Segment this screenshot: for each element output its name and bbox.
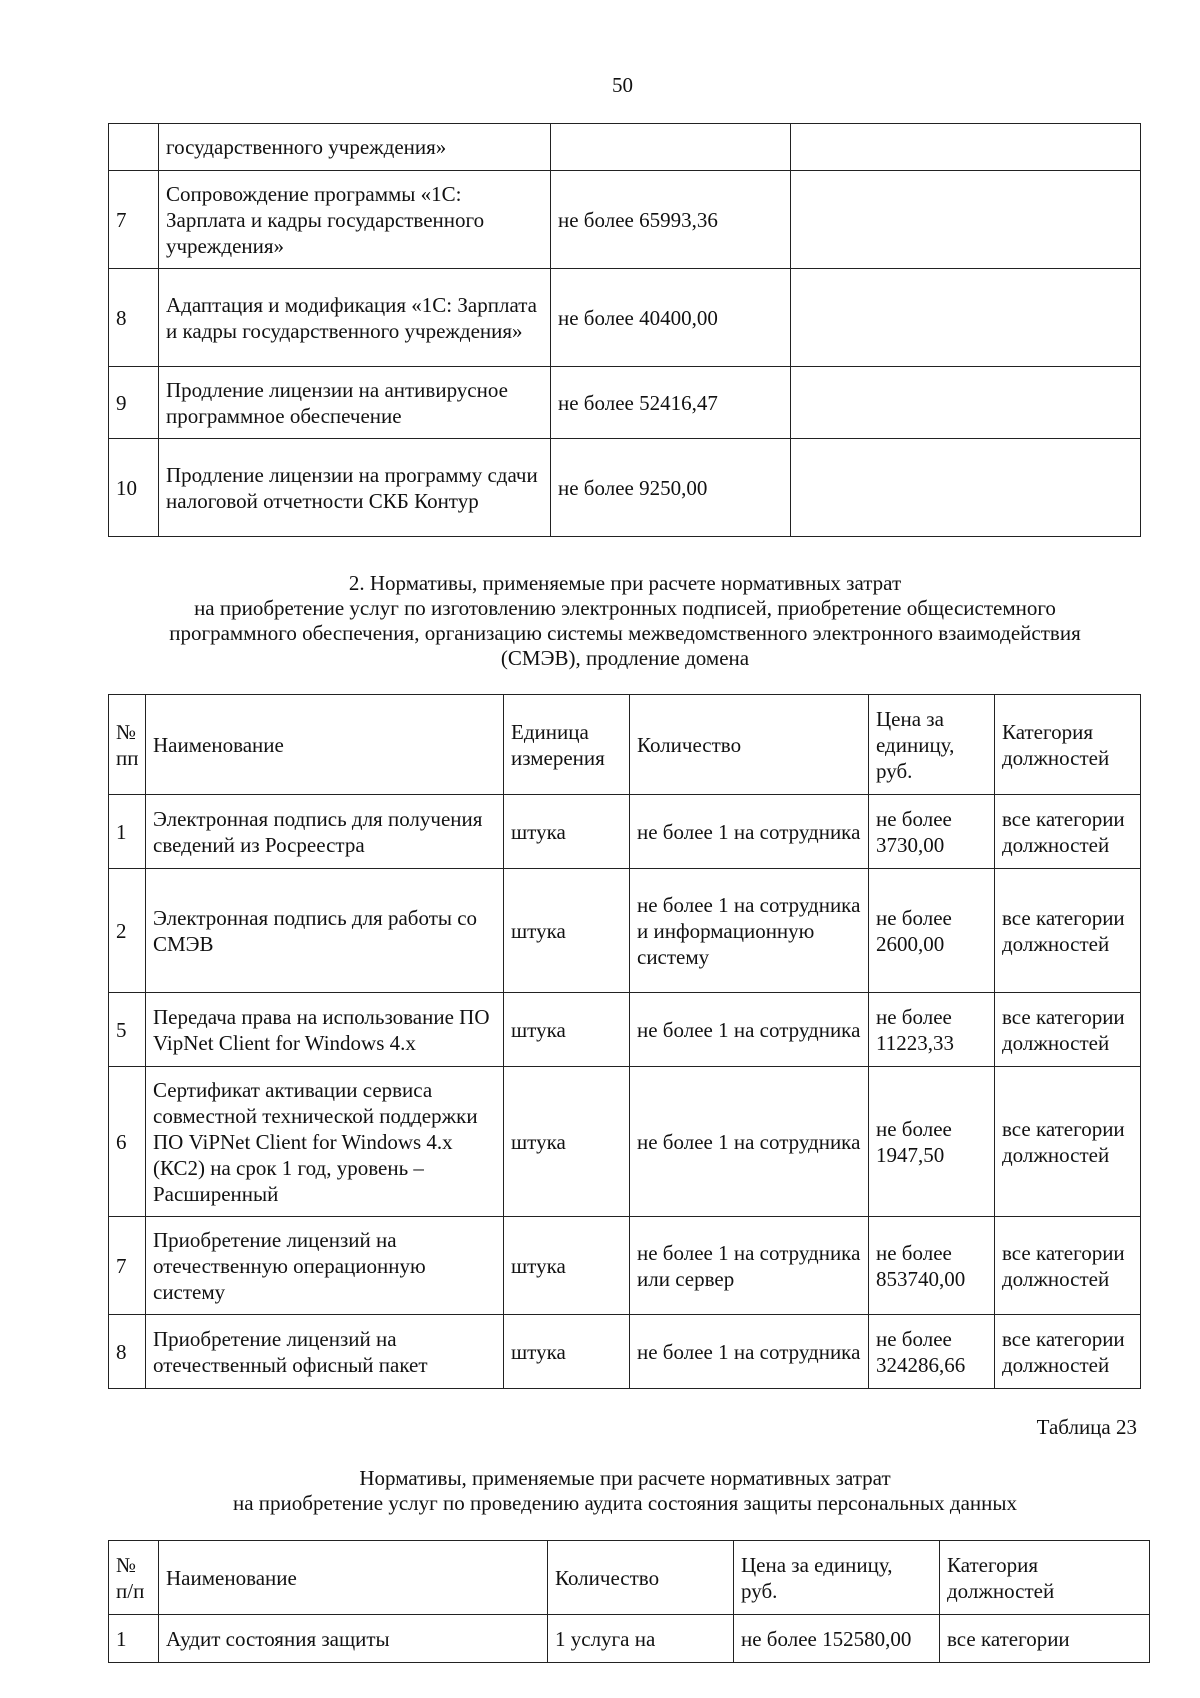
item-qty: не более 1 на сотрудника — [630, 795, 869, 869]
table-row — [109, 1217, 1141, 1315]
header-unit: Единица измерения — [504, 695, 630, 795]
item-category — [791, 367, 1141, 439]
table-row — [109, 993, 1141, 1067]
audit-table — [108, 1540, 1150, 1663]
row-number: 2 — [109, 869, 146, 993]
electronic-signatures-table — [108, 694, 1141, 1389]
item-price: не более 65993,36 — [551, 171, 791, 269]
item-name: Приобретение лицензий на отечественную операционную систему — [146, 1217, 504, 1315]
item-unit: штука — [504, 993, 630, 1067]
item-name: Приобретение лицензий на отечественный офисный пакет — [146, 1315, 504, 1389]
item-price: не более 152580,00 — [734, 1615, 940, 1663]
table-row — [109, 171, 1141, 269]
section-3-heading — [100, 1466, 1150, 1516]
heading-line: на приобретение услуг по проведению аудита состояния защиты персональных данных — [233, 1491, 1017, 1515]
item-unit: штука — [504, 1217, 630, 1315]
table-row — [109, 1067, 1141, 1217]
item-price: не более 3730,00 — [869, 795, 995, 869]
continuation-table — [108, 123, 1141, 537]
item-category — [791, 124, 1141, 171]
item-price: не более 324286,66 — [869, 1315, 995, 1389]
item-category: все категории должностей — [995, 869, 1141, 993]
heading-line: (СМЭВ), продление домена — [500, 646, 750, 670]
item-qty: 1 услуга на — [548, 1615, 734, 1663]
item-category: все категории должностей — [995, 1067, 1141, 1217]
item-category — [791, 269, 1141, 367]
item-category — [791, 439, 1141, 537]
header-num: № пп — [109, 695, 146, 795]
item-qty: не более 1 на сотрудника или сервер — [630, 1217, 869, 1315]
heading-line: на приобретение услуг по изготовлению электронных подписей, приобретение общесистемного — [194, 596, 1056, 620]
table-row — [109, 439, 1141, 537]
page-number: 50 — [612, 73, 633, 97]
item-category: все категории должностей — [995, 1315, 1141, 1389]
row-number: 5 — [109, 993, 146, 1067]
header-name: Наименование — [159, 1541, 548, 1615]
item-category — [791, 171, 1141, 269]
row-number: 6 — [109, 1067, 146, 1217]
table-row — [109, 869, 1141, 993]
heading-line: программного обеспечения, организацию системы межведомственного электронного взаимодействия — [169, 621, 1081, 645]
table-header-row — [109, 695, 1141, 795]
item-name: государственного учреждения» — [159, 124, 551, 171]
item-qty: не более 1 на сотрудника — [630, 1067, 869, 1217]
header-category: Категория должностей — [995, 695, 1141, 795]
item-price — [551, 124, 791, 171]
item-price: не более 853740,00 — [869, 1217, 995, 1315]
table-row — [109, 1315, 1141, 1389]
heading-line: 2. Нормативы, применяемые при расчете нормативных затрат — [348, 571, 902, 595]
header-qty: Количество — [548, 1541, 734, 1615]
header-price: Цена за единицу, руб. — [869, 695, 995, 795]
row-number: 9 — [109, 367, 159, 439]
item-name: Электронная подпись для работы со СМЭВ — [146, 869, 504, 993]
item-qty: не более 1 на сотрудника — [630, 1315, 869, 1389]
item-unit: штука — [504, 1315, 630, 1389]
table-row — [109, 269, 1141, 367]
item-name: Адаптация и модификация «1С: Зарплата и кадры государственного учреждения» — [159, 269, 551, 367]
item-name: Аудит состояния защиты — [159, 1615, 548, 1663]
table-label: Таблица 23 — [1036, 1415, 1137, 1439]
item-price: не более 9250,00 — [551, 439, 791, 537]
item-name: Передача права на использование ПО VipNet Client for Windows 4.x — [146, 993, 504, 1067]
item-category: все категории должностей — [995, 1217, 1141, 1315]
header-num: № п/п — [109, 1541, 159, 1615]
item-unit: штука — [504, 869, 630, 993]
header-qty: Количество — [630, 695, 869, 795]
header-name: Наименование — [146, 695, 504, 795]
item-category: все категории — [940, 1615, 1150, 1663]
item-name: Сопровождение программы «1С: Зарплата и кадры государственного учреждения» — [159, 171, 551, 269]
item-price: не более 1947,50 — [869, 1067, 995, 1217]
table-header-row — [109, 1541, 1150, 1615]
item-name: Сертификат активации сервиса совместной технической поддержки ПО ViPNet Client for Windows 4.x (КС2) на срок 1 год, уровень – Расширенный — [146, 1067, 504, 1217]
item-price: не более 40400,00 — [551, 269, 791, 367]
table-row — [109, 795, 1141, 869]
table-row — [109, 367, 1141, 439]
table-row — [109, 124, 1141, 171]
row-number — [109, 124, 159, 171]
row-number: 1 — [109, 795, 146, 869]
item-category: все категории должностей — [995, 795, 1141, 869]
item-name: Электронная подпись для получения сведений из Росреестра — [146, 795, 504, 869]
header-price: Цена за единицу, руб. — [734, 1541, 940, 1615]
item-name: Продление лицензии на антивирусное программное обеспечение — [159, 367, 551, 439]
item-qty: не более 1 на сотрудника и информационную систему — [630, 869, 869, 993]
item-price: не более 2600,00 — [869, 869, 995, 993]
heading-line: Нормативы, применяемые при расчете нормативных затрат — [359, 1466, 891, 1490]
row-number: 10 — [109, 439, 159, 537]
row-number: 7 — [109, 1217, 146, 1315]
item-category: все категории должностей — [995, 993, 1141, 1067]
item-price: не более 52416,47 — [551, 367, 791, 439]
row-number: 1 — [109, 1615, 159, 1663]
row-number: 8 — [109, 269, 159, 367]
table-row — [109, 1615, 1150, 1663]
item-qty: не более 1 на сотрудника — [630, 993, 869, 1067]
header-category: Категория должностей — [940, 1541, 1150, 1615]
row-number: 7 — [109, 171, 159, 269]
row-number: 8 — [109, 1315, 146, 1389]
section-2-heading — [100, 571, 1150, 671]
item-price: не более 11223,33 — [869, 993, 995, 1067]
item-name: Продление лицензии на программу сдачи налоговой отчетности СКБ Контур — [159, 439, 551, 537]
item-unit: штука — [504, 1067, 630, 1217]
item-unit: штука — [504, 795, 630, 869]
